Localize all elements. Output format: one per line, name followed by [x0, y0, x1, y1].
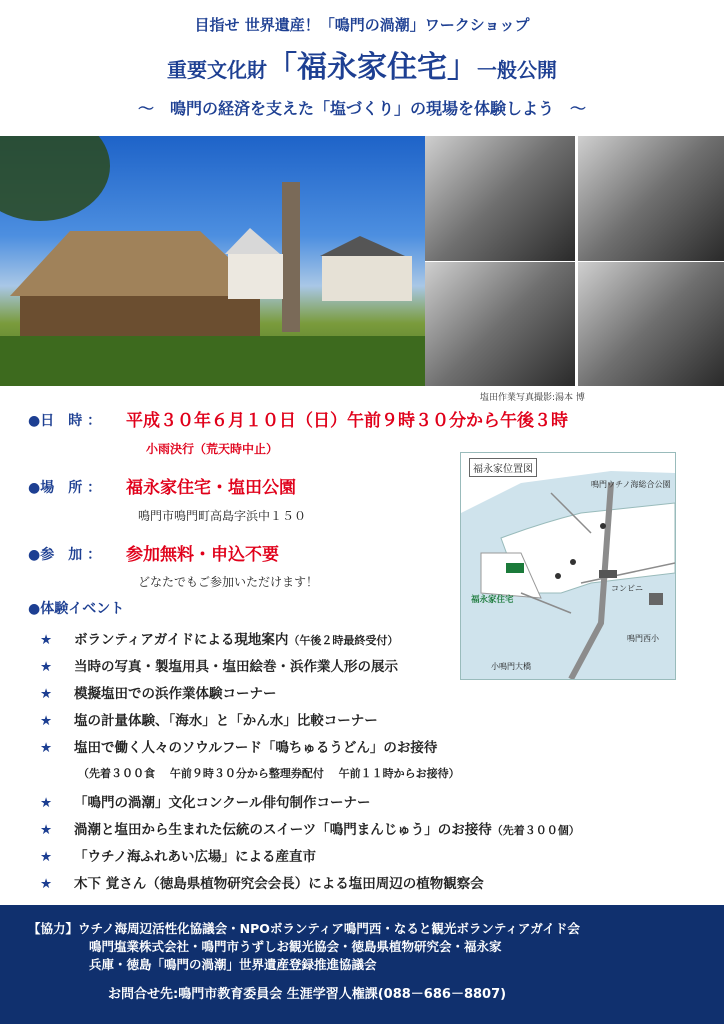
udon-note: （先着３００食 午前９時３０分から整理券配付 午前１１時からお接待）	[78, 767, 460, 780]
footer	[0, 905, 724, 1024]
workshop-subtitle: 目指せ 世界遺産！「鳴門の渦潮」ワークショップ	[194, 16, 530, 34]
star-icon: ★	[40, 795, 53, 811]
map-label-park: 鳴門ウチノ海総合公園	[591, 480, 671, 489]
fukunaga-house-photo	[0, 136, 425, 386]
map-label-school: 鳴門西小	[627, 634, 659, 643]
photo-credit: 塩田作業写真撮影:湯本 博	[480, 393, 585, 403]
salt-field-photo-1	[425, 136, 575, 261]
date-value: 平成３０年６月１０日（日）午前９時３０分から午後３時	[126, 411, 568, 431]
list-item: ★ 模擬塩田での浜作業体験コーナー	[40, 686, 277, 702]
list-item: ★ 「ウチノ海ふれあい広場」による産直市	[40, 849, 317, 865]
place-value: 福永家住宅・塩田公園	[126, 478, 296, 498]
coop-line-2: 鳴門塩業株式会社・鳴門市うずしお観光協会・徳島県植物研究会・福永家	[89, 939, 502, 954]
star-icon: ★	[40, 713, 53, 729]
join-label: ●参 加 ：	[28, 547, 102, 563]
salt-field-photo-2	[578, 136, 724, 261]
header	[0, 0, 724, 135]
contact-info: お問合せ先:鳴門市教育委員会 生涯学習人権課(088－686－8807)	[108, 987, 507, 1002]
coop-line-3: 兵庫・徳島「鳴門の渦潮」世界遺産登録推進協議会	[89, 957, 377, 972]
map-label-bridge: 小鳴門大橋	[491, 662, 531, 671]
list-item: ★ ボランティアガイドによる現地案内（午後２時最終受付）	[40, 632, 399, 648]
location-map	[460, 452, 676, 680]
place-label: ●場 所 ：	[28, 480, 102, 496]
star-icon: ★	[40, 740, 53, 756]
star-icon: ★	[40, 849, 53, 865]
title-prefix: 重要文化財	[167, 58, 267, 82]
list-item: ★ 渦潮と塩田から生まれた伝統のスイーツ「鳴門まんじゅう」のお接待（先着３００個）	[40, 822, 580, 838]
events-heading: ●体験イベント	[28, 601, 125, 617]
list-item: ★ 塩田で働く人々のソウルフード「鳴ちゅるうどん」のお接待	[40, 740, 438, 756]
map-label-house: 福永家住宅	[471, 595, 514, 605]
star-icon: ★	[40, 686, 53, 702]
coop-line-1: 【協力】ウチノ海周辺活性化協議会・NPOボランティア鳴門西・なると観光ボランティアガイド会	[28, 921, 580, 936]
house-illustration	[0, 136, 425, 386]
list-item: ★ 木下 覚さん（徳島県植物研究会会長）による塩田周辺の植物観察会	[40, 876, 484, 892]
join-value: 参加無料・申込不要	[126, 545, 279, 565]
list-item: ★ 塩の計量体験、「海水」と「かん水」比較コーナー	[40, 713, 378, 729]
star-icon: ★	[40, 876, 53, 892]
title-suffix: 一般公開	[477, 58, 557, 82]
join-note: どなたでもご参加いただけます！	[138, 575, 319, 589]
place-address: 鳴門市鳴門町高島字浜中１５０	[138, 509, 307, 523]
date-label: ●日 時 ：	[28, 413, 102, 429]
list-item: ★ 「鳴門の渦潮」文化コンクール俳句制作コーナー	[40, 795, 371, 811]
page-title	[0, 42, 724, 86]
salt-field-photo-3	[425, 262, 575, 386]
star-icon: ★	[40, 822, 53, 838]
salt-field-photo-4	[578, 262, 724, 386]
title-main: 「福永家住宅」	[267, 50, 477, 85]
tagline: ～ 鳴門の経済を支えた「塩づくり」の現場を体験しよう ～	[137, 99, 586, 118]
list-item: ★ 当時の写真・製塩用具・塩田絵巻・浜作業人形の展示	[40, 659, 398, 675]
map-label-conbini: コンビニ	[611, 584, 643, 593]
star-icon: ★	[40, 659, 53, 675]
date-note: 小雨決行（荒天時中止）	[146, 442, 279, 456]
map-title: 福永家位置図	[469, 458, 537, 477]
star-icon: ★	[40, 632, 53, 648]
